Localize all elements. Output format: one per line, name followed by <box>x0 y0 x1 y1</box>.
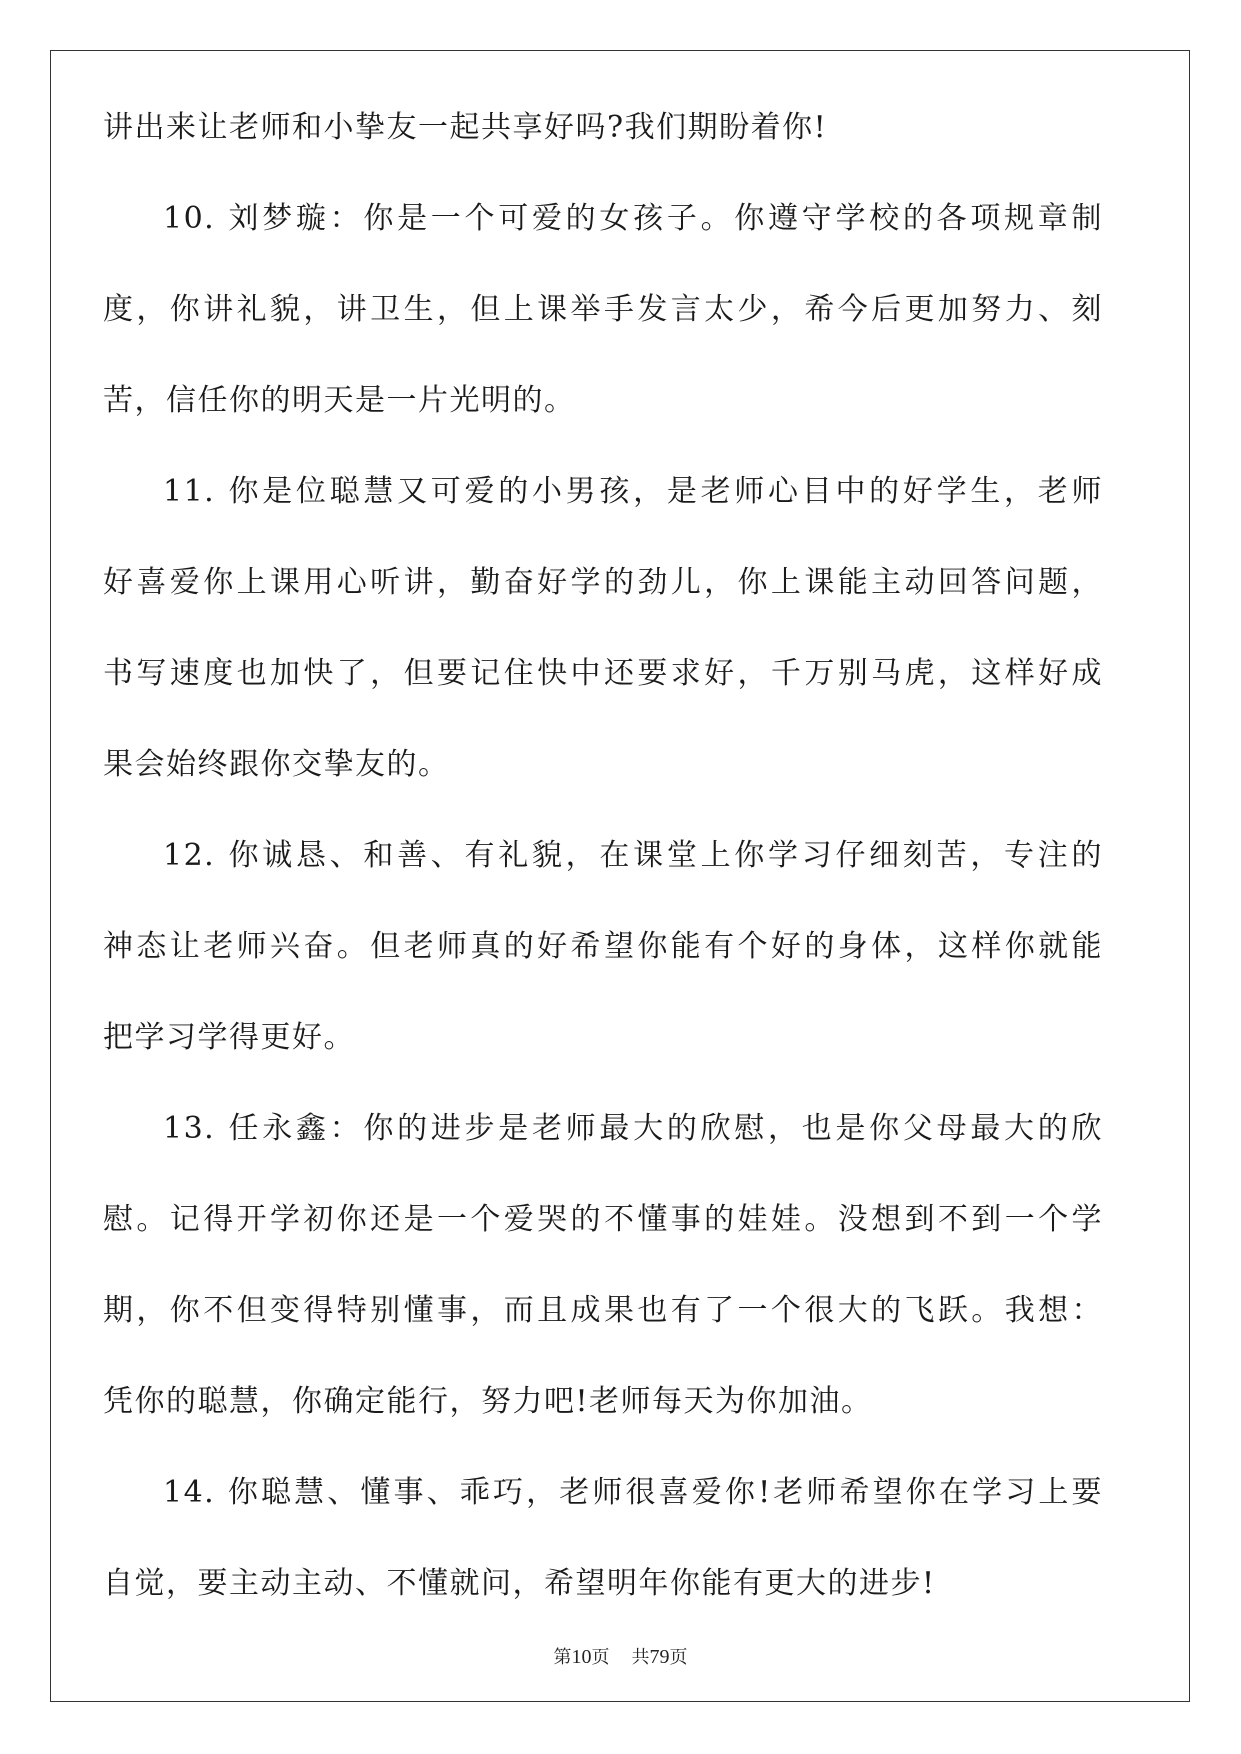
text-line: 书写速度也加快了，但要记住快中还要求好，千万别马虎，这样好成 <box>103 656 1103 691</box>
document-body <box>103 82 1103 1629</box>
text-line: 14. 你聪慧、懂事、乖巧，老师很喜爱你!老师希望你在学习上要 <box>163 1475 1103 1510</box>
text-line: 苦，信任你的明天是一片光明的。 <box>103 383 576 418</box>
text-line: 果会始终跟你交挚友的。 <box>103 747 450 782</box>
text-line: 讲出来让老师和小挚友一起共享好吗?我们期盼着你! <box>103 110 828 145</box>
text-line: 神态让老师兴奋。但老师真的好希望你能有个好的身体，这样你就能 <box>103 929 1103 964</box>
text-line: 13. 任永鑫：你的进步是老师最大的欣慰，也是你父母最大的欣 <box>163 1111 1103 1146</box>
footer-total-prefix: 共 <box>631 1647 650 1668</box>
text-line: 慰。记得开学初你还是一个爱哭的不懂事的娃娃。没想到不到一个学 <box>103 1202 1103 1237</box>
footer-total-suffix: 页 <box>669 1647 688 1668</box>
total-pages: 79 <box>649 1646 670 1668</box>
text-line: 12. 你诚恳、和善、有礼貌，在课堂上你学习仔细刻苦，专注的 <box>163 838 1103 873</box>
text-line: 期，你不但变得特别懂事，而且成果也有了一个很大的飞跃。我想： <box>103 1293 1103 1328</box>
text-line: 凭你的聪慧，你确定能行，努力吧!老师每天为你加油。 <box>103 1384 873 1419</box>
text-line: 好喜爱你上课用心听讲，勤奋好学的劲儿，你上课能主动回答问题， <box>103 565 1103 600</box>
text-line: 度，你讲礼貌，讲卫生，但上课举手发言太少，希今后更加努力、刻 <box>103 292 1103 327</box>
text-line: 把学习学得更好。 <box>103 1020 355 1055</box>
page-number: 10 <box>571 1646 592 1668</box>
text-line: 10. 刘梦璇：你是一个可爱的女孩子。你遵守学校的各项规章制 <box>163 201 1103 236</box>
text-line: 自觉，要主动主动、不懂就问，希望明年你能有更大的进步! <box>103 1566 936 1601</box>
footer-prefix: 第 <box>553 1647 572 1668</box>
text-line: 11. 你是位聪慧又可爱的小男孩，是老师心目中的好学生，老师 <box>163 474 1103 509</box>
footer-page-suffix: 页 <box>591 1647 610 1668</box>
page-footer <box>0 1643 1241 1669</box>
